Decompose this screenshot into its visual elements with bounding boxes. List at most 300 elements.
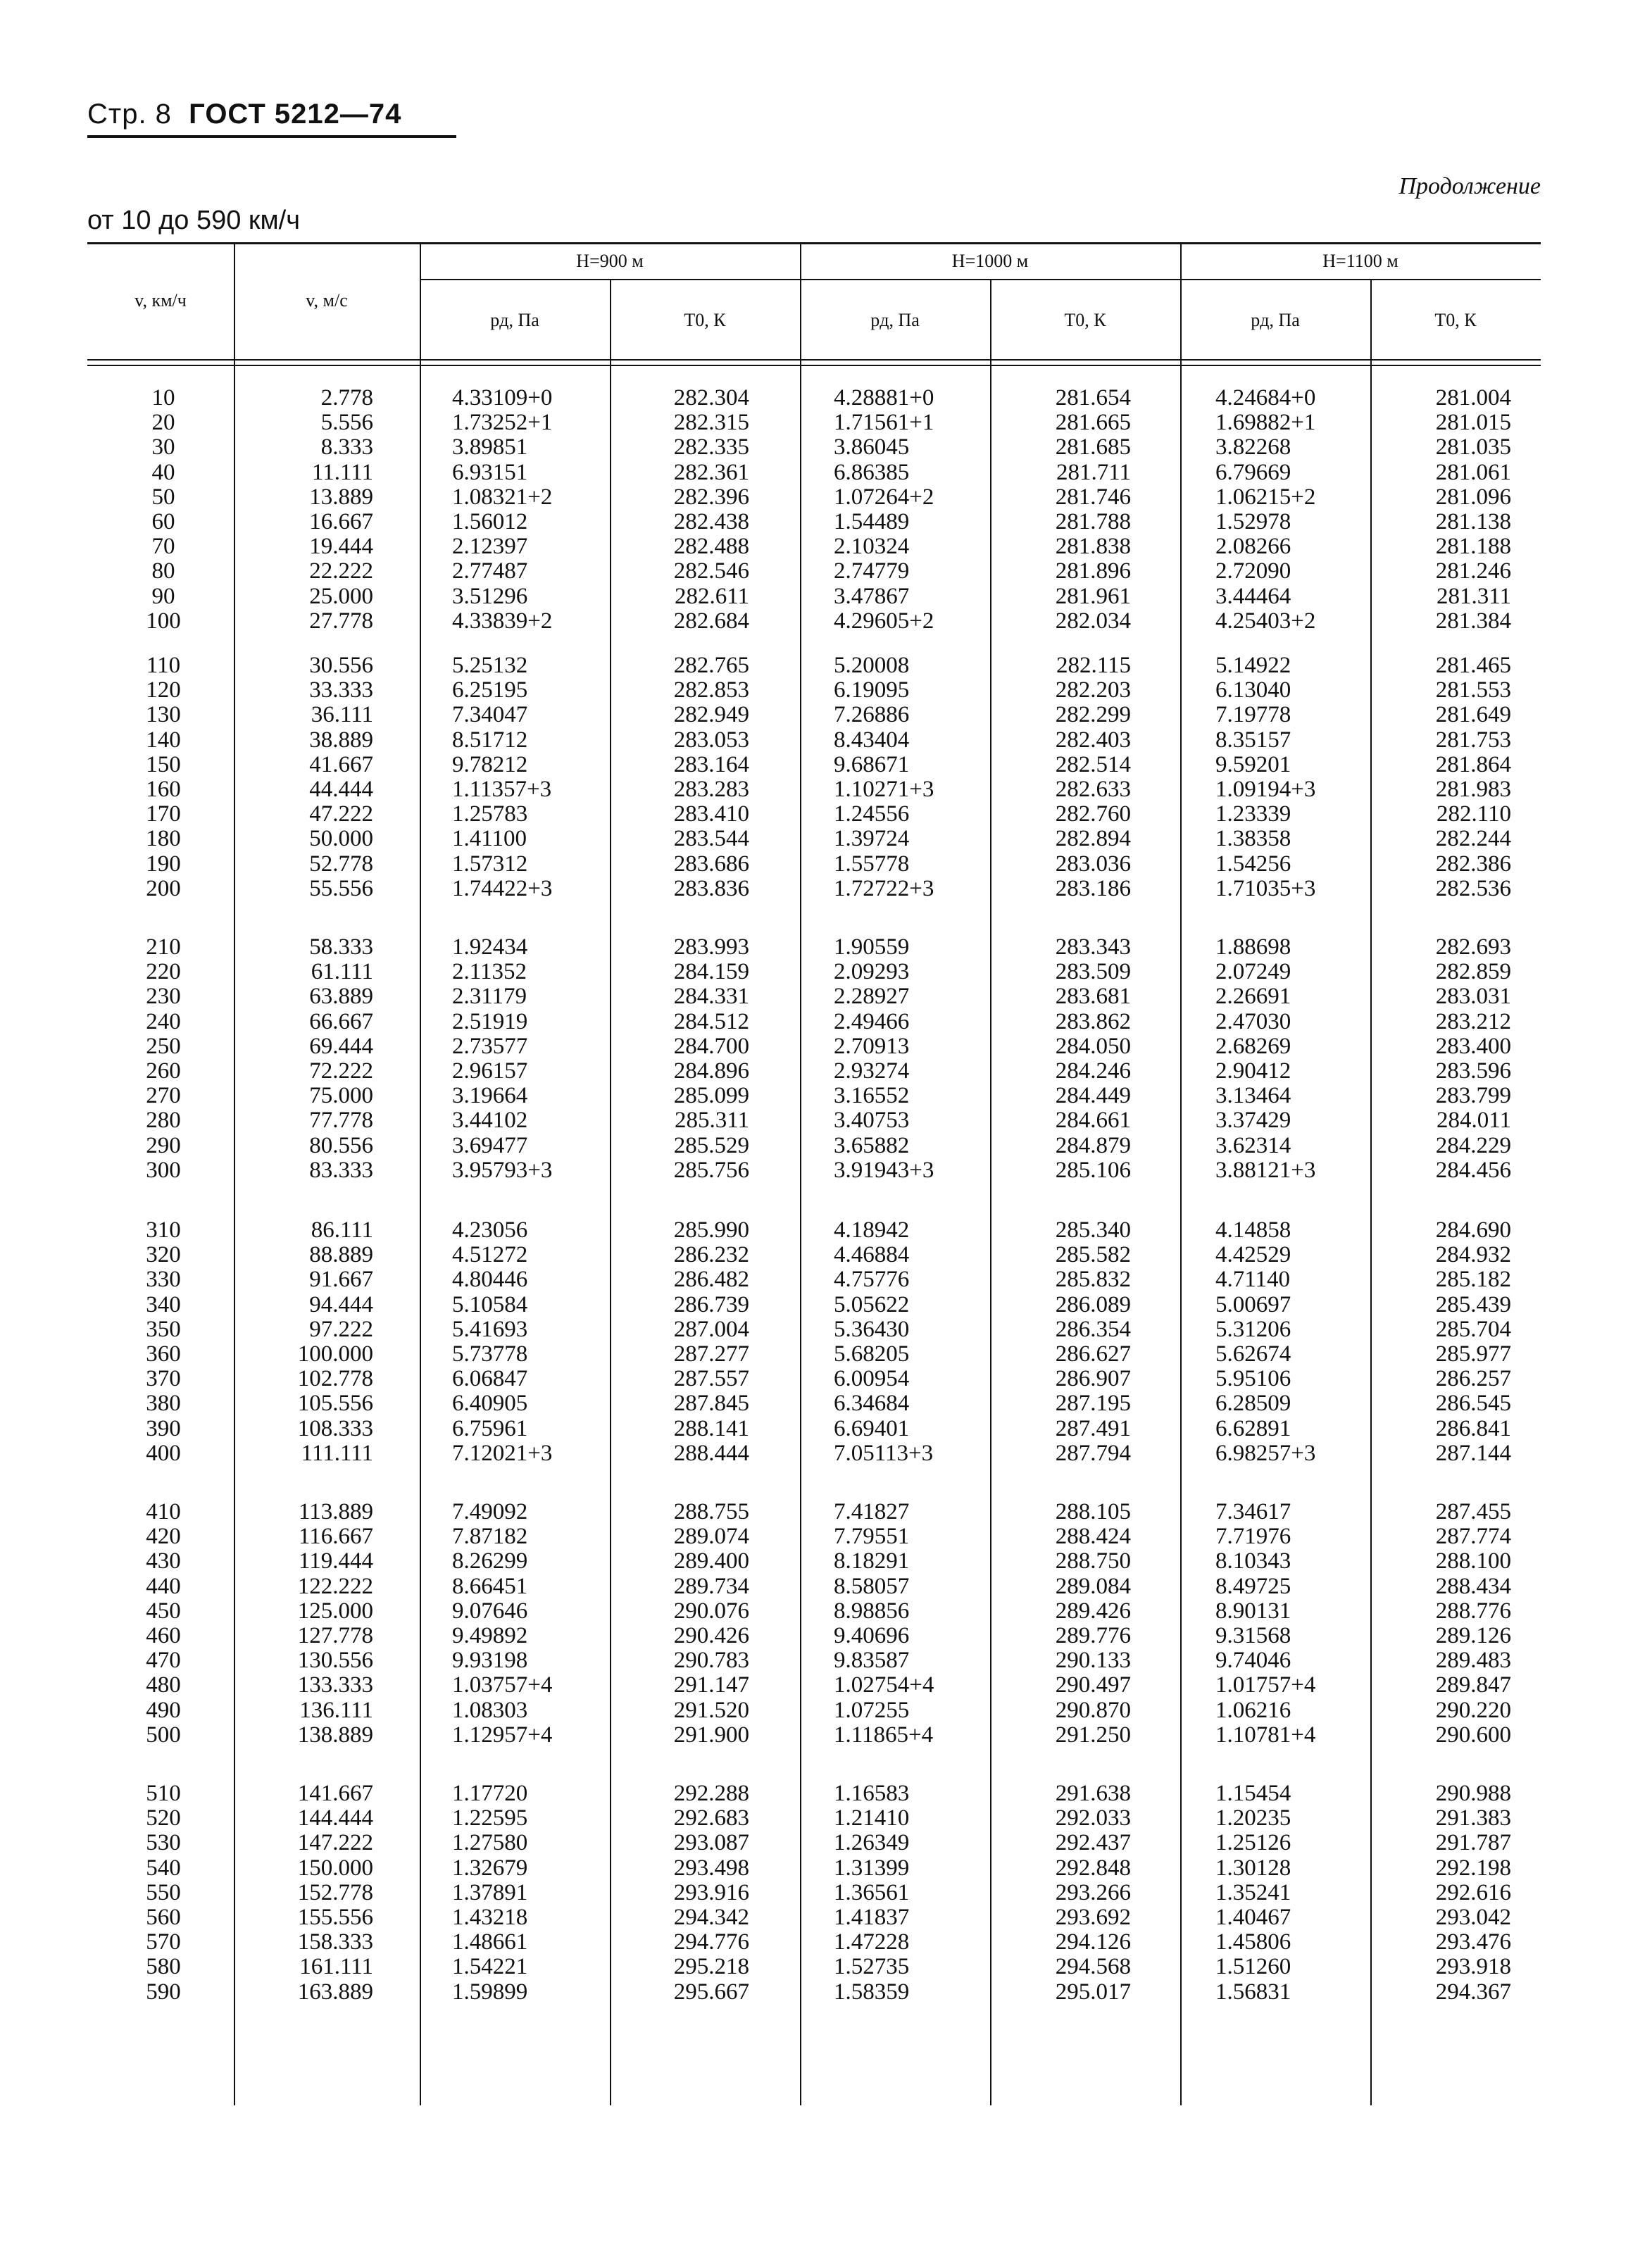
cell-speed-kmh: 40 bbox=[151, 459, 175, 485]
cell-speed-kmh: 340 bbox=[146, 1291, 181, 1317]
cell-speed-kmh: 580 bbox=[146, 1954, 181, 1980]
cell-speed-kmh: 170 bbox=[146, 801, 181, 827]
cell-temp-1000: 281.746 bbox=[1055, 484, 1131, 510]
cell-speed-ms: 138.889 bbox=[297, 1722, 373, 1748]
cell-temp-900: 283.993 bbox=[673, 934, 749, 960]
cell-pressure-900: 2.77487 bbox=[452, 558, 528, 584]
cell-pressure-1100: 7.34617 bbox=[1215, 1499, 1291, 1524]
cell-speed-kmh: 310 bbox=[146, 1217, 181, 1243]
header-bottom-rule bbox=[87, 359, 1541, 361]
cell-temp-900: 289.734 bbox=[673, 1573, 749, 1599]
cell-temp-1100: 290.988 bbox=[1435, 1781, 1511, 1806]
cell-speed-ms: 155.556 bbox=[297, 1905, 373, 1930]
cell-pressure-1100: 3.13464 bbox=[1215, 1083, 1291, 1109]
cell-temp-1100: 287.455 bbox=[1435, 1499, 1511, 1524]
cell-pressure-1100: 1.25126 bbox=[1215, 1830, 1291, 1856]
cell-speed-ms: 5.556 bbox=[320, 410, 373, 436]
cell-pressure-1000: 1.11865+4 bbox=[834, 1722, 934, 1748]
cell-temp-1000: 283.509 bbox=[1055, 959, 1131, 985]
vertical-rule-2 bbox=[800, 242, 801, 2105]
cell-pressure-1000: 4.46884 bbox=[834, 1242, 910, 1268]
cell-pressure-900: 1.32679 bbox=[452, 1855, 528, 1881]
cell-speed-ms: 30.556 bbox=[309, 653, 373, 678]
cell-temp-900: 290.783 bbox=[673, 1648, 749, 1674]
cell-speed-ms: 94.444 bbox=[309, 1291, 373, 1317]
cell-speed-ms: 105.556 bbox=[297, 1391, 373, 1417]
cell-pressure-900: 7.12021+3 bbox=[452, 1440, 553, 1466]
cell-pressure-1100: 9.74046 bbox=[1215, 1648, 1291, 1674]
cell-speed-kmh: 570 bbox=[146, 1929, 181, 1955]
cell-temp-1100: 283.212 bbox=[1435, 1008, 1511, 1034]
cell-speed-ms: 11.111 bbox=[311, 459, 373, 485]
cell-pressure-900: 6.75961 bbox=[452, 1415, 528, 1441]
cell-pressure-900: 1.37891 bbox=[452, 1879, 528, 1905]
cell-speed-ms: 161.111 bbox=[299, 1954, 373, 1980]
cell-temp-1000: 282.299 bbox=[1055, 702, 1131, 728]
cell-speed-kmh: 160 bbox=[146, 777, 181, 802]
cell-pressure-1100: 5.14922 bbox=[1215, 653, 1291, 678]
cell-temp-900: 282.684 bbox=[673, 608, 749, 634]
cell-speed-kmh: 280 bbox=[146, 1108, 181, 1134]
cell-pressure-900: 3.69477 bbox=[452, 1132, 528, 1158]
cell-temp-900: 282.315 bbox=[673, 410, 749, 436]
cell-pressure-1000: 6.00954 bbox=[834, 1366, 910, 1392]
cell-pressure-900: 9.78212 bbox=[452, 751, 528, 777]
cell-temp-1100: 285.977 bbox=[1435, 1341, 1511, 1367]
cell-pressure-1000: 5.20008 bbox=[834, 653, 910, 678]
cell-temp-900: 287.845 bbox=[673, 1391, 749, 1417]
cell-pressure-1000: 2.49466 bbox=[834, 1008, 910, 1034]
cell-temp-1100: 283.031 bbox=[1435, 984, 1511, 1010]
cell-temp-900: 288.141 bbox=[673, 1415, 749, 1441]
cell-temp-1000: 292.848 bbox=[1055, 1855, 1131, 1881]
vertical-rule-3 bbox=[1180, 242, 1182, 2105]
cell-pressure-900: 1.41100 bbox=[452, 826, 527, 852]
cell-speed-kmh: 590 bbox=[146, 1979, 181, 2005]
cell-speed-ms: 122.222 bbox=[297, 1573, 373, 1599]
cell-speed-ms: 63.889 bbox=[309, 984, 373, 1010]
cell-speed-kmh: 380 bbox=[146, 1391, 181, 1417]
vertical-rule-1 bbox=[420, 242, 421, 2105]
cell-temp-1000: 287.491 bbox=[1055, 1415, 1131, 1441]
cell-temp-1000: 282.633 bbox=[1055, 777, 1131, 802]
cell-pressure-1100: 1.69882+1 bbox=[1215, 410, 1316, 436]
cell-pressure-1100: 1.52978 bbox=[1215, 509, 1291, 534]
cell-pressure-1100: 9.59201 bbox=[1215, 751, 1291, 777]
cell-temp-1000: 282.760 bbox=[1055, 801, 1131, 827]
cell-speed-ms: 13.889 bbox=[309, 484, 373, 510]
cell-temp-1100: 286.257 bbox=[1435, 1366, 1511, 1392]
cell-speed-kmh: 420 bbox=[146, 1524, 181, 1550]
cell-speed-kmh: 510 bbox=[146, 1781, 181, 1806]
cell-speed-ms: 100.000 bbox=[297, 1341, 373, 1367]
cell-temp-1000: 283.681 bbox=[1055, 984, 1131, 1010]
cell-pressure-1100: 5.62674 bbox=[1215, 1341, 1291, 1367]
cell-speed-kmh: 270 bbox=[146, 1083, 181, 1109]
cell-pressure-1000: 1.24556 bbox=[834, 801, 910, 827]
cell-pressure-1000: 7.41827 bbox=[834, 1499, 910, 1524]
cell-pressure-900: 1.22595 bbox=[452, 1805, 528, 1831]
cell-speed-ms: 25.000 bbox=[309, 583, 373, 609]
cell-pressure-1100: 4.24684+0 bbox=[1215, 385, 1316, 411]
cell-pressure-1000: 2.10324 bbox=[834, 534, 910, 560]
cell-temp-1100: 287.144 bbox=[1435, 1440, 1511, 1466]
cell-speed-ms: 116.667 bbox=[298, 1524, 373, 1550]
cell-temp-1100: 281.384 bbox=[1435, 608, 1511, 634]
cell-speed-ms: 133.333 bbox=[297, 1672, 373, 1698]
cell-pressure-1000: 1.55778 bbox=[834, 851, 910, 877]
cell-temp-1000: 282.403 bbox=[1055, 727, 1131, 753]
cell-pressure-1000: 6.86385 bbox=[834, 459, 910, 485]
header-pressure-1: pд, Па bbox=[870, 310, 920, 330]
cell-speed-kmh: 400 bbox=[146, 1440, 181, 1466]
cell-speed-ms: 22.222 bbox=[309, 558, 373, 584]
continuation-label: Продолжение bbox=[1398, 173, 1541, 199]
cell-speed-ms: 61.111 bbox=[311, 959, 373, 985]
cell-temp-900: 287.004 bbox=[673, 1316, 749, 1342]
cell-temp-1000: 295.017 bbox=[1055, 1979, 1131, 2005]
cell-temp-900: 288.444 bbox=[673, 1440, 749, 1466]
cell-speed-kmh: 120 bbox=[146, 677, 181, 703]
cell-temp-900: 283.410 bbox=[673, 801, 749, 827]
cell-pressure-1000: 1.90559 bbox=[834, 934, 910, 960]
cell-pressure-1100: 9.31568 bbox=[1215, 1623, 1291, 1648]
cell-pressure-1000: 1.54489 bbox=[834, 509, 910, 534]
cell-temp-900: 293.087 bbox=[673, 1830, 749, 1856]
cell-temp-1000: 281.685 bbox=[1055, 434, 1131, 461]
cell-pressure-1100: 8.10343 bbox=[1215, 1548, 1291, 1574]
cell-temp-900: 285.756 bbox=[673, 1157, 749, 1183]
cell-temp-1100: 282.244 bbox=[1435, 826, 1511, 852]
cell-speed-ms: 150.000 bbox=[297, 1855, 373, 1881]
cell-pressure-1100: 4.25403+2 bbox=[1215, 608, 1316, 634]
cell-temp-1100: 281.188 bbox=[1435, 534, 1511, 560]
cell-pressure-1000: 1.72722+3 bbox=[834, 875, 934, 901]
cell-speed-kmh: 130 bbox=[146, 702, 181, 728]
cell-pressure-900: 1.57312 bbox=[452, 851, 528, 877]
cell-pressure-900: 2.73577 bbox=[452, 1033, 528, 1059]
cell-temp-1100: 290.220 bbox=[1435, 1697, 1511, 1723]
cell-speed-ms: 97.222 bbox=[309, 1316, 373, 1342]
group-header-rule bbox=[420, 279, 1541, 280]
cell-temp-1000: 281.896 bbox=[1055, 558, 1131, 584]
cell-temp-900: 290.076 bbox=[673, 1598, 749, 1624]
cell-speed-kmh: 550 bbox=[146, 1879, 181, 1905]
cell-speed-kmh: 110 bbox=[146, 653, 181, 678]
cell-pressure-1000: 1.31399 bbox=[834, 1855, 910, 1881]
cell-temp-1000: 282.034 bbox=[1055, 608, 1131, 634]
cell-pressure-1100: 4.14858 bbox=[1215, 1217, 1291, 1243]
cell-pressure-1100: 1.01757+4 bbox=[1215, 1672, 1316, 1698]
header-pressure-0: pд, Па bbox=[490, 310, 539, 330]
cell-pressure-1100: 1.06216 bbox=[1215, 1697, 1291, 1723]
cell-temp-900: 284.512 bbox=[673, 1008, 749, 1034]
cell-temp-1100: 283.400 bbox=[1435, 1033, 1511, 1059]
cell-speed-kmh: 80 bbox=[151, 558, 175, 584]
cell-speed-kmh: 490 bbox=[146, 1697, 181, 1723]
cell-pressure-1000: 2.28927 bbox=[834, 984, 910, 1010]
table-top-rule bbox=[87, 242, 1541, 244]
cell-temp-1100: 288.434 bbox=[1435, 1573, 1511, 1599]
cell-speed-ms: 75.000 bbox=[309, 1083, 373, 1109]
cell-pressure-1000: 8.58057 bbox=[834, 1573, 910, 1599]
cell-temp-1000: 288.105 bbox=[1055, 1499, 1131, 1524]
cell-temp-900: 284.700 bbox=[673, 1033, 749, 1059]
cell-pressure-1000: 8.98856 bbox=[834, 1598, 910, 1624]
cell-pressure-1000: 3.16552 bbox=[834, 1083, 910, 1109]
cell-temp-1100: 282.693 bbox=[1435, 934, 1511, 960]
cell-speed-ms: 86.111 bbox=[311, 1217, 373, 1243]
cell-temp-1000: 282.894 bbox=[1055, 826, 1131, 852]
cell-pressure-1100: 8.35157 bbox=[1215, 727, 1291, 753]
cell-pressure-900: 4.51272 bbox=[452, 1242, 528, 1268]
cell-pressure-1000: 1.07264+2 bbox=[834, 484, 934, 510]
cell-pressure-1000: 6.69401 bbox=[834, 1415, 910, 1441]
cell-pressure-900: 3.19664 bbox=[452, 1083, 528, 1109]
cell-speed-ms: 91.667 bbox=[309, 1267, 373, 1293]
cell-temp-900: 282.335 bbox=[673, 434, 749, 461]
cell-pressure-1000: 5.68205 bbox=[834, 1341, 910, 1367]
cell-temp-1100: 293.476 bbox=[1435, 1929, 1511, 1955]
cell-speed-kmh: 240 bbox=[146, 1008, 181, 1034]
cell-temp-1000: 289.776 bbox=[1055, 1623, 1131, 1648]
cell-pressure-900: 7.87182 bbox=[452, 1524, 528, 1550]
cell-speed-ms: 27.778 bbox=[309, 608, 373, 634]
cell-speed-ms: 52.778 bbox=[309, 851, 373, 877]
cell-pressure-1000: 2.93274 bbox=[834, 1058, 910, 1084]
cell-speed-ms: 130.556 bbox=[297, 1648, 373, 1674]
cell-pressure-900: 4.80446 bbox=[452, 1267, 528, 1293]
cell-speed-ms: 141.667 bbox=[297, 1781, 373, 1806]
cell-speed-kmh: 410 bbox=[146, 1499, 181, 1524]
cell-pressure-900: 2.31179 bbox=[452, 984, 527, 1010]
cell-pressure-900: 1.56012 bbox=[452, 509, 528, 534]
cell-speed-ms: 127.778 bbox=[297, 1623, 373, 1648]
cell-temp-1100: 281.015 bbox=[1435, 410, 1511, 436]
cell-pressure-900: 2.96157 bbox=[452, 1058, 528, 1084]
cell-speed-kmh: 260 bbox=[146, 1058, 181, 1084]
cell-pressure-900: 1.92434 bbox=[452, 934, 528, 960]
cell-pressure-1000: 4.29605+2 bbox=[834, 608, 934, 634]
cell-pressure-1100: 3.37429 bbox=[1215, 1108, 1291, 1134]
cell-temp-1000: 284.879 bbox=[1055, 1132, 1131, 1158]
cell-pressure-1100: 3.88121+3 bbox=[1215, 1157, 1316, 1183]
cell-temp-1100: 291.787 bbox=[1435, 1830, 1511, 1856]
cell-speed-kmh: 190 bbox=[146, 851, 181, 877]
cell-temp-1000: 292.033 bbox=[1055, 1805, 1131, 1831]
cell-pressure-900: 1.17720 bbox=[452, 1781, 528, 1806]
cell-temp-1000: 281.961 bbox=[1055, 583, 1131, 609]
cell-temp-1000: 293.692 bbox=[1055, 1905, 1131, 1930]
cell-temp-900: 291.520 bbox=[673, 1697, 749, 1723]
cell-temp-1000: 283.036 bbox=[1055, 851, 1131, 877]
cell-speed-ms: 2.778 bbox=[320, 385, 373, 411]
cell-temp-1000: 283.343 bbox=[1055, 934, 1131, 960]
cell-pressure-1100: 6.13040 bbox=[1215, 677, 1291, 703]
cell-temp-1100: 281.311 bbox=[1436, 583, 1511, 609]
cell-temp-1000: 292.437 bbox=[1055, 1830, 1131, 1856]
cell-pressure-1000: 1.39724 bbox=[834, 826, 910, 852]
cell-pressure-1100: 5.31206 bbox=[1215, 1316, 1291, 1342]
cell-speed-ms: 69.444 bbox=[309, 1033, 373, 1059]
cell-speed-ms: 77.778 bbox=[309, 1108, 373, 1134]
cell-temp-1100: 281.004 bbox=[1435, 385, 1511, 411]
subcolumn-rule-0 bbox=[610, 280, 611, 2105]
cell-pressure-1000: 6.19095 bbox=[834, 677, 910, 703]
cell-pressure-1100: 3.44464 bbox=[1215, 583, 1291, 609]
cell-speed-kmh: 70 bbox=[151, 534, 175, 560]
cell-pressure-900: 1.12957+4 bbox=[452, 1722, 553, 1748]
cell-pressure-1000: 7.79551 bbox=[834, 1524, 910, 1550]
cell-speed-kmh: 290 bbox=[146, 1132, 181, 1158]
cell-temp-1100: 281.465 bbox=[1435, 653, 1511, 678]
cell-pressure-900: 1.54221 bbox=[452, 1954, 528, 1980]
cell-temp-1100: 286.841 bbox=[1435, 1415, 1511, 1441]
cell-temp-1000: 286.627 bbox=[1055, 1341, 1131, 1367]
cell-pressure-1100: 1.71035+3 bbox=[1215, 875, 1316, 901]
cell-speed-kmh: 220 bbox=[146, 959, 181, 985]
cell-pressure-900: 9.93198 bbox=[452, 1648, 528, 1674]
cell-pressure-900: 9.49892 bbox=[452, 1623, 528, 1648]
cell-speed-kmh: 230 bbox=[146, 984, 181, 1010]
cell-speed-kmh: 560 bbox=[146, 1905, 181, 1930]
cell-temp-1100: 284.932 bbox=[1435, 1242, 1511, 1268]
cell-pressure-900: 1.48661 bbox=[452, 1929, 528, 1955]
cell-temp-1100: 287.774 bbox=[1435, 1524, 1511, 1550]
cell-pressure-1100: 1.06215+2 bbox=[1215, 484, 1316, 510]
cell-speed-kmh: 60 bbox=[151, 509, 175, 534]
cell-speed-kmh: 530 bbox=[146, 1830, 181, 1856]
cell-temp-1000: 285.582 bbox=[1055, 1242, 1131, 1268]
cell-speed-ms: 88.889 bbox=[309, 1242, 373, 1268]
cell-pressure-900: 7.49092 bbox=[452, 1499, 528, 1524]
cell-temp-1000: 285.340 bbox=[1055, 1217, 1131, 1243]
cell-temp-900: 286.232 bbox=[673, 1242, 749, 1268]
header-speed-kmh: v, км/ч bbox=[134, 290, 187, 311]
cell-pressure-900: 6.93151 bbox=[452, 459, 528, 485]
cell-pressure-1100: 1.35241 bbox=[1215, 1879, 1291, 1905]
cell-speed-kmh: 90 bbox=[151, 583, 175, 609]
cell-pressure-1100: 1.38358 bbox=[1215, 826, 1291, 852]
cell-pressure-1100: 2.26691 bbox=[1215, 984, 1291, 1010]
cell-temp-900: 287.277 bbox=[673, 1341, 749, 1367]
cell-temp-1100: 286.545 bbox=[1435, 1391, 1511, 1417]
cell-temp-1100: 289.483 bbox=[1435, 1648, 1511, 1674]
cell-pressure-900: 3.44102 bbox=[452, 1108, 528, 1134]
cell-pressure-1000: 9.40696 bbox=[834, 1623, 910, 1648]
cell-temp-900: 289.400 bbox=[673, 1548, 749, 1574]
cell-temp-900: 282.949 bbox=[673, 702, 749, 728]
cell-pressure-900: 5.73778 bbox=[452, 1341, 528, 1367]
cell-temp-1000: 283.862 bbox=[1055, 1008, 1131, 1034]
cell-pressure-900: 1.59899 bbox=[452, 1979, 528, 2005]
cell-speed-ms: 163.889 bbox=[297, 1979, 373, 2005]
cell-temp-1000: 284.246 bbox=[1055, 1058, 1131, 1084]
cell-pressure-900: 6.06847 bbox=[452, 1366, 528, 1392]
cell-pressure-1000: 3.47867 bbox=[834, 583, 910, 609]
cell-pressure-1100: 5.95106 bbox=[1215, 1366, 1291, 1392]
cell-temp-1000: 284.661 bbox=[1055, 1108, 1131, 1134]
cell-pressure-900: 1.03757+4 bbox=[452, 1672, 553, 1698]
cell-pressure-900: 3.89851 bbox=[452, 434, 528, 461]
cell-pressure-1100: 2.90412 bbox=[1215, 1058, 1291, 1084]
cell-temp-1100: 284.229 bbox=[1435, 1132, 1511, 1158]
cell-temp-900: 292.683 bbox=[673, 1805, 749, 1831]
cell-pressure-900: 5.41693 bbox=[452, 1316, 528, 1342]
cell-speed-kmh: 500 bbox=[146, 1722, 181, 1748]
cell-pressure-900: 1.73252+1 bbox=[452, 410, 553, 436]
cell-pressure-900: 7.34047 bbox=[452, 702, 528, 728]
cell-pressure-1000: 8.18291 bbox=[834, 1548, 910, 1574]
cell-pressure-900: 6.25195 bbox=[452, 677, 528, 703]
cell-temp-1000: 291.638 bbox=[1055, 1781, 1131, 1806]
cell-pressure-1000: 1.26349 bbox=[834, 1830, 910, 1856]
cell-pressure-1100: 1.15454 bbox=[1215, 1781, 1291, 1806]
cell-pressure-900: 9.07646 bbox=[452, 1598, 528, 1624]
cell-pressure-1000: 6.34684 bbox=[834, 1391, 910, 1417]
cell-pressure-1100: 8.90131 bbox=[1215, 1598, 1291, 1624]
cell-pressure-900: 1.74422+3 bbox=[452, 875, 553, 901]
cell-temp-900: 282.396 bbox=[673, 484, 749, 510]
cell-pressure-1100: 2.08266 bbox=[1215, 534, 1291, 560]
cell-speed-kmh: 440 bbox=[146, 1573, 181, 1599]
cell-speed-ms: 8.333 bbox=[320, 434, 373, 461]
range-caption: от 10 до 590 км/ч bbox=[87, 206, 301, 235]
cell-temp-900: 282.765 bbox=[673, 653, 749, 678]
cell-speed-kmh: 540 bbox=[146, 1855, 181, 1881]
cell-temp-900: 283.164 bbox=[673, 751, 749, 777]
cell-temp-900: 289.074 bbox=[673, 1524, 749, 1550]
cell-pressure-1000: 1.58359 bbox=[834, 1979, 910, 2005]
cell-pressure-1100: 1.09194+3 bbox=[1215, 777, 1316, 802]
cell-speed-ms: 125.000 bbox=[297, 1598, 373, 1624]
cell-temp-900: 290.426 bbox=[673, 1623, 749, 1648]
page-header bbox=[87, 99, 401, 130]
cell-temp-1100: 285.182 bbox=[1435, 1267, 1511, 1293]
cell-temp-1000: 286.354 bbox=[1055, 1316, 1131, 1342]
cell-pressure-1000: 8.43404 bbox=[834, 727, 910, 753]
cell-temp-900: 283.053 bbox=[673, 727, 749, 753]
cell-speed-ms: 83.333 bbox=[309, 1157, 373, 1183]
cell-pressure-1000: 9.68671 bbox=[834, 751, 910, 777]
cell-temp-1100: 289.847 bbox=[1435, 1672, 1511, 1698]
cell-temp-900: 283.283 bbox=[673, 777, 749, 802]
cell-pressure-1000: 1.10271+3 bbox=[834, 777, 934, 802]
cell-speed-ms: 41.667 bbox=[309, 751, 373, 777]
cell-temp-900: 282.304 bbox=[673, 385, 749, 411]
cell-temp-900: 283.544 bbox=[673, 826, 749, 852]
cell-temp-1100: 281.035 bbox=[1435, 434, 1511, 461]
cell-temp-900: 288.755 bbox=[673, 1499, 749, 1524]
cell-temp-1100: 284.011 bbox=[1436, 1108, 1511, 1134]
cell-speed-ms: 55.556 bbox=[309, 875, 373, 901]
cell-pressure-1100: 1.30128 bbox=[1215, 1855, 1291, 1881]
cell-temp-900: 293.916 bbox=[673, 1879, 749, 1905]
cell-speed-ms: 152.778 bbox=[297, 1879, 373, 1905]
cell-pressure-1100: 6.28509 bbox=[1215, 1391, 1291, 1417]
cell-temp-900: 295.218 bbox=[673, 1954, 749, 1980]
cell-speed-ms: 38.889 bbox=[309, 727, 373, 753]
cell-temp-1000: 291.250 bbox=[1055, 1722, 1131, 1748]
cell-speed-ms: 33.333 bbox=[309, 677, 373, 703]
cell-temp-900: 282.488 bbox=[673, 534, 749, 560]
cell-pressure-1000: 5.36430 bbox=[834, 1316, 910, 1342]
subcolumn-rule-2 bbox=[1370, 280, 1372, 2105]
cell-speed-kmh: 100 bbox=[146, 608, 181, 634]
cell-pressure-900: 5.10584 bbox=[452, 1291, 528, 1317]
cell-speed-kmh: 350 bbox=[146, 1316, 181, 1342]
cell-temp-900: 294.776 bbox=[673, 1929, 749, 1955]
